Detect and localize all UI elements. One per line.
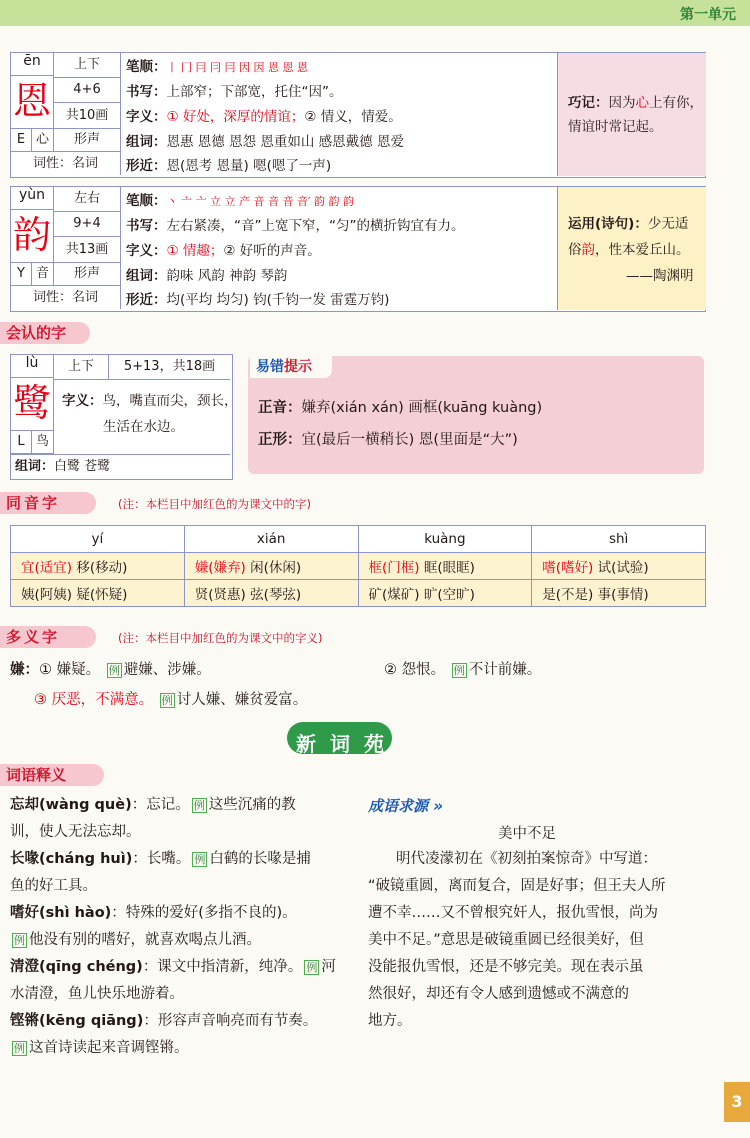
radical: 鸟 — [32, 431, 54, 454]
radical: 心 — [32, 129, 54, 152]
homophone-cell: 宜(适宜) 移(移动) — [11, 553, 185, 580]
homophone-cell: 框(门框) 眶(眼眶) — [358, 553, 532, 580]
usage-box: 运用(诗句)：少无适 俗韵，性本爱丘山。 ——陶渊明 — [557, 187, 706, 310]
similar-row: 形近：均(平均 均匀) 钧(千钧一发 雷霆万钧) — [126, 292, 390, 308]
index-letter: L — [11, 431, 32, 454]
strokes-formula: 4+6 — [54, 78, 121, 103]
zhengyin-row: 正音：嫌弃(xián xán) 画框(kuāng kuàng) — [258, 400, 543, 416]
header-cell: xián — [184, 526, 358, 553]
part-of-speech: 词性：名词 — [11, 286, 121, 309]
words-row: 组词：韵味 风韵 神韵 琴韵 — [126, 268, 288, 284]
words-lu: 组词：白鹭 苍鹭 — [11, 454, 230, 477]
ciyu-item: 嗜好(shì hào)：特殊的爱好(多指不良的)。 例 他没有别的嗜好，就喜欢喝点儿酒。 — [10, 905, 297, 948]
strokes-formula: 9+4 — [54, 212, 121, 237]
duoyi-line-3: ③ 厌恶，不满意。 例 讨人嫌、嫌贫爱富。 — [34, 692, 308, 708]
big-char-cell — [11, 76, 54, 129]
structure: 上下 — [54, 355, 109, 380]
index-letter: Y — [11, 263, 32, 286]
big-char: 鹭 — [12, 381, 51, 425]
stroke-order-row: 笔顺：丶 亠 亠 立 立 产 音 音 音 音′ 韵 韵 韵 — [126, 193, 354, 209]
meaning-row: 字义：① 情趣；② 好听的声音。 — [126, 243, 321, 259]
writing-row: 书写：上部窄；下部宽，托住“因”。 — [126, 84, 343, 100]
memory-tip-box: 巧记：因为心上有你， 情谊时常记起。 — [557, 53, 706, 176]
writing-row: 书写：左右紧凑，“音”上宽下窄，“匀”的横折钩宜有力。 — [126, 218, 465, 234]
section-tab-huiren: 会认的字 — [0, 322, 90, 344]
meaning-lu: 字义：鸟，嘴直而尖，颈长， 生活在水边。 — [62, 393, 238, 435]
chengyu-title: 成语求源 » — [368, 797, 443, 815]
stroke-order-row: 笔顺：丨 冂 冃 冃 冃 因 因 恩 恩 恩 — [126, 59, 308, 75]
strokes: 5+13，共18画 — [109, 355, 230, 380]
homophone-cell: 是(不是) 事(事情) — [532, 580, 706, 607]
header-cell: kuàng — [358, 526, 532, 553]
ciyu-item: 忘却(wàng què)：忘记。 例 这些沉痛的教 训，使人无法忘却。 — [10, 797, 296, 840]
duoyi-line-2: ② 怨恨。 例 不计前嫌。 — [384, 662, 542, 678]
index-letter: E — [11, 129, 32, 152]
radical: 音 — [32, 263, 54, 286]
page-number: 3 — [724, 1082, 750, 1122]
tongyin-note: (注：本栏目中加红色的为课文中的字) — [118, 497, 311, 511]
section-tab-ciyu: 词语释义 — [0, 764, 104, 786]
ciyu-item: 清澄(qīng chéng)：课文中指清新，纯净。 例 河 水清澄，鱼儿快乐地游着。 — [10, 959, 336, 1002]
structure: 左右 — [54, 187, 121, 212]
similar-row: 形近：恩(恩考 恩量) 嗯(嗯了一声) — [126, 158, 332, 174]
unit-label: 第一单元 — [680, 7, 736, 23]
stroke-order: 丨 冂 冃 冃 冃 因 因 恩 恩 恩 — [166, 61, 308, 74]
error-tips-title: 易错提示 — [250, 356, 332, 378]
char-type: 形声 — [54, 129, 121, 152]
structure: 上下 — [54, 53, 121, 78]
big-char-cell — [11, 210, 54, 263]
zhengxing-row: 正形：宜(最后一横稍长) 恩(里面是“大”) — [258, 432, 518, 448]
big-char: 韵 — [12, 213, 51, 257]
ciyu-list — [10, 792, 350, 1062]
homophone-table — [10, 525, 706, 607]
pinyin-cell: yùn — [11, 187, 54, 210]
stroke-order: 丶 亠 亠 立 立 产 音 音 音 音′ 韵 韵 韵 — [166, 195, 354, 208]
big-char: 恩 — [12, 79, 51, 123]
homophone-cell: 嗜(嗜好) 试(试验) — [532, 553, 706, 580]
char-type: 形声 — [54, 263, 121, 286]
chengyu-body: 明代凌濛初在《初刻拍案惊奇》中写道： “破镜重圆，离而复合，固是好事；但王夫人所 遭不幸……又不曾根究奸人，报仇雪恨，尚为 美中不足。”意思是破镜重圆已经很美好，但 没能报仇雪恨，还是不够完美。现在表示虽 然很好，却还有令人感到遗憾或不满意的 地方。 — [368, 851, 666, 1029]
section-tab-duoyi: 多义字 — [0, 626, 96, 648]
total-strokes: 共13画 — [54, 237, 121, 263]
pinyin-cell: lù — [11, 355, 54, 378]
chengyu-subtitle: 美中不足 — [498, 826, 556, 842]
header-cell: yí — [11, 526, 185, 553]
total-strokes: 共10画 — [54, 103, 121, 129]
meaning-row: 字义：① 好处，深厚的情谊；② 情义，情爱。 — [126, 109, 402, 125]
homophone-cell: 姨(阿姨) 疑(怀疑) — [11, 580, 185, 607]
section-tab-tongyin: 同音字 — [0, 492, 96, 514]
ciyu-item: 铿锵(kēng qiāng)：形容声音响亮而有节奏。 例 这首诗读起来音调铿锵。 — [10, 1013, 318, 1056]
homophone-cell: 矿(煤矿) 旷(空旷) — [358, 580, 532, 607]
ciyu-item: 长喙(cháng huì)：长嘴。 例 白鹤的长喙是捕 鱼的好工具。 — [10, 851, 311, 894]
duoyi-note: (注：本栏目中加红色的为课文中的字义) — [118, 631, 323, 645]
big-char-cell — [11, 378, 54, 431]
xinciyuan-title: 新词苑 — [296, 732, 398, 756]
duoyi-line-1: 嫌：① 嫌疑。 例 避嫌、涉嫌。 — [10, 662, 211, 678]
header-cell: shì — [532, 526, 706, 553]
header-bar — [0, 0, 750, 26]
homophone-cell: 贤(贤惠) 弦(琴弦) — [184, 580, 358, 607]
pinyin-cell: ēn — [11, 53, 54, 76]
homophone-cell: 嫌(嫌弃) 闲(休闲) — [184, 553, 358, 580]
part-of-speech: 词性：名词 — [11, 152, 121, 175]
words-row: 组词：恩惠 恩德 恩怨 恩重如山 感恩戴德 恩爱 — [126, 134, 404, 150]
